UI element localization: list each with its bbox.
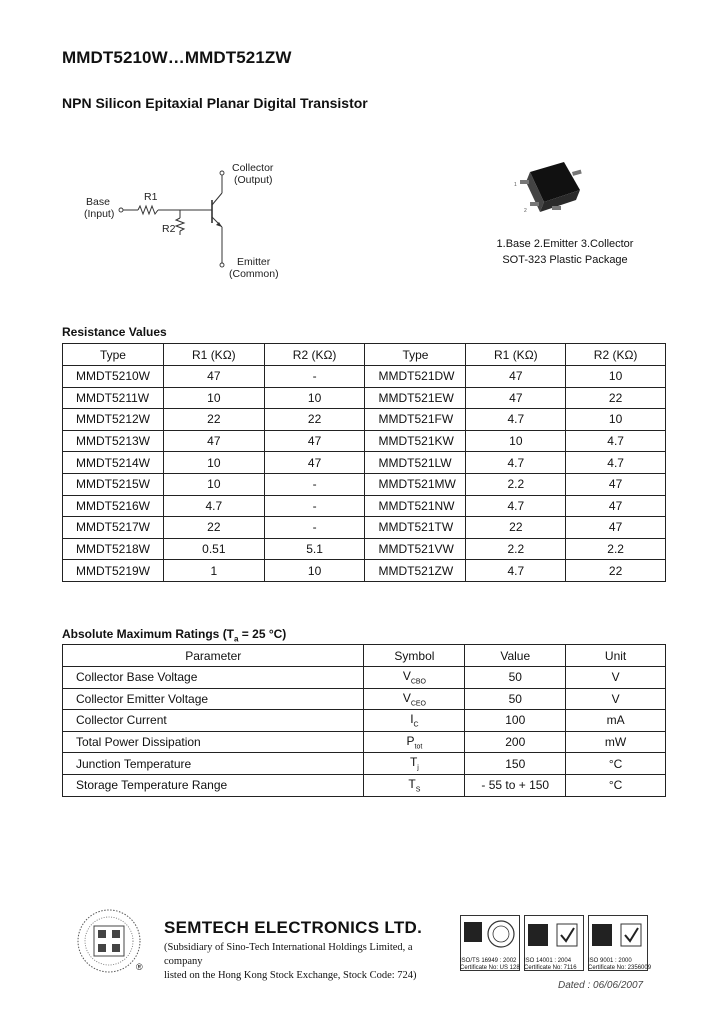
ratings-table xyxy=(62,644,666,797)
table-cell: 10 xyxy=(163,387,264,409)
table-cell: 2.2 xyxy=(466,538,566,560)
column-header: Type xyxy=(63,344,164,366)
symbol-cell: $T_S$ xyxy=(364,774,465,796)
table-cell: - xyxy=(264,495,365,517)
table-cell: 22 xyxy=(163,409,264,431)
circuit-diagram xyxy=(74,155,314,285)
table-cell: 2.2 xyxy=(466,473,566,495)
parameter-cell: Collector Base Voltage xyxy=(63,667,364,689)
symbol-cell: $V_{CEO}$ xyxy=(364,688,465,710)
table-row xyxy=(63,688,666,710)
table-cell: 4.7 xyxy=(466,409,566,431)
table-cell: 47 xyxy=(163,366,264,388)
table-cell: - xyxy=(264,473,365,495)
symbol-cell: $V_{CBO}$ xyxy=(364,667,465,689)
table-row xyxy=(63,517,666,539)
symbol-cell: $P_{tot}$ xyxy=(364,731,465,753)
company-subsidiary-note xyxy=(164,941,444,983)
table-row xyxy=(63,473,666,495)
parameter-cell: Collector Current xyxy=(63,710,364,732)
table-row xyxy=(63,710,666,732)
ratings-header-row xyxy=(63,645,666,667)
package-name: SOT-323 Plastic Package xyxy=(502,254,628,266)
table-cell: 22 xyxy=(163,517,264,539)
document-title: MMDT5210W…MMDT521ZW xyxy=(62,48,292,67)
table-cell: 10 xyxy=(466,430,566,452)
value-cell: 100 xyxy=(465,710,566,732)
table-cell: 47 xyxy=(566,495,666,517)
table-cell: 47 xyxy=(264,452,365,474)
column-header: Type xyxy=(365,344,466,366)
table-cell: MMDT521NW xyxy=(365,495,466,517)
resistance-table xyxy=(62,343,666,582)
table-cell: 4.7 xyxy=(466,495,566,517)
svg-text:2: 2 xyxy=(524,208,527,214)
table-cell: MMDT5216W xyxy=(63,495,164,517)
table-row xyxy=(63,387,666,409)
table-cell: 1 xyxy=(163,560,264,582)
cert-logo-3 xyxy=(589,916,647,956)
table-cell: 2.2 xyxy=(566,538,666,560)
table-cell: MMDT5210W xyxy=(63,366,164,388)
unit-cell: mA xyxy=(566,710,666,732)
table-cell: 0.51 xyxy=(163,538,264,560)
table-cell: 4.7 xyxy=(466,560,566,582)
table-cell: MMDT5215W xyxy=(63,473,164,495)
table-cell: 47 xyxy=(163,430,264,452)
unit-cell: °C xyxy=(566,774,666,796)
table-cell: MMDT5211W xyxy=(63,387,164,409)
table-cell: 47 xyxy=(566,517,666,539)
table-row xyxy=(63,731,666,753)
table-row xyxy=(63,452,666,474)
table-cell: 10 xyxy=(264,387,365,409)
value-cell: 150 xyxy=(465,753,566,775)
table-row xyxy=(63,667,666,689)
table-cell: 10 xyxy=(566,409,666,431)
column-header: Parameter xyxy=(63,645,364,667)
package-caption xyxy=(470,236,660,268)
table-cell: MMDT5212W xyxy=(63,409,164,431)
parameter-cell: Junction Temperature xyxy=(63,753,364,775)
column-header: R2 (KΩ) xyxy=(264,344,365,366)
value-cell: 50 xyxy=(465,667,566,689)
registered-mark: ® xyxy=(136,962,143,972)
unit-cell: V xyxy=(566,667,666,689)
r2-label: R2 xyxy=(162,223,176,235)
table-cell: 47 xyxy=(466,366,566,388)
table-cell: MMDT5213W xyxy=(63,430,164,452)
column-header: Unit xyxy=(566,645,666,667)
table-cell: 10 xyxy=(163,473,264,495)
collector-label: Collector xyxy=(232,162,274,174)
table-cell: 10 xyxy=(163,452,264,474)
table-cell: 22 xyxy=(566,387,666,409)
table-cell: 4.7 xyxy=(466,452,566,474)
table-cell: MMDT5218W xyxy=(63,538,164,560)
value-cell: 200 xyxy=(465,731,566,753)
table-cell: 22 xyxy=(566,560,666,582)
table-cell: 22 xyxy=(264,409,365,431)
table-row xyxy=(63,430,666,452)
table-cell: 5.1 xyxy=(264,538,365,560)
parameter-cell: Total Power Dissipation xyxy=(63,731,364,753)
emitter-sub-label: (Common) xyxy=(229,268,279,280)
unit-cell: mW xyxy=(566,731,666,753)
unit-cell: V xyxy=(566,688,666,710)
table-cell: 10 xyxy=(264,560,365,582)
column-header: R2 (KΩ) xyxy=(566,344,666,366)
table-cell: 4.7 xyxy=(566,430,666,452)
table-cell: MMDT521MW xyxy=(365,473,466,495)
document-date: Dated : 06/06/2007 xyxy=(558,980,644,991)
value-cell: 50 xyxy=(465,688,566,710)
parameter-cell: Collector Emitter Voltage xyxy=(63,688,364,710)
r1-label: R1 xyxy=(144,191,158,203)
table-cell: - xyxy=(264,366,365,388)
column-header: R1 (KΩ) xyxy=(466,344,566,366)
base-sub-label: (Input) xyxy=(84,208,115,220)
column-header: Value xyxy=(465,645,566,667)
collector-sub-label: (Output) xyxy=(234,174,273,186)
cert-logo-2 xyxy=(525,916,583,956)
table-cell: MMDT5214W xyxy=(63,452,164,474)
table-cell: MMDT5217W xyxy=(63,517,164,539)
cert-text-1: ISO/TS 16949 : 2002 Certificate No: US 128 xyxy=(460,958,520,971)
symbol-cell: $I_C$ xyxy=(364,710,465,732)
cert-text-2: ISO 14001 : 2004 Certificate No: 7116 xyxy=(524,958,577,971)
table-row xyxy=(63,753,666,775)
table-cell: MMDT521KW xyxy=(365,430,466,452)
table-row xyxy=(63,560,666,582)
parameter-cell: Storage Temperature Range xyxy=(63,774,364,796)
emitter-label: Emitter xyxy=(237,256,271,268)
table-cell: 47 xyxy=(466,387,566,409)
subsidiary-line-2: listed on the Hong Kong Stock Exchange, Stock Code: 724) xyxy=(164,970,417,981)
table-cell: - xyxy=(264,517,365,539)
table-row xyxy=(63,409,666,431)
value-cell: - 55 to + 150 xyxy=(465,774,566,796)
table-row xyxy=(63,366,666,388)
resistance-heading: Resistance Values xyxy=(62,325,167,339)
table-cell: 22 xyxy=(466,517,566,539)
base-label: Base xyxy=(86,196,110,208)
table-cell: 4.7 xyxy=(163,495,264,517)
symbol-cell: $T_j$ xyxy=(364,753,465,775)
table-row xyxy=(63,495,666,517)
company-name: SEMTECH ELECTRONICS LTD. xyxy=(164,918,423,937)
table-row xyxy=(63,538,666,560)
resistance-header-row xyxy=(63,344,666,366)
company-seal-logo xyxy=(76,908,142,974)
document-subtitle: NPN Silicon Epitaxial Planar Digital Transistor xyxy=(62,95,368,111)
table-cell: MMDT521ZW xyxy=(365,560,466,582)
table-cell: MMDT521LW xyxy=(365,452,466,474)
ratings-heading: Absolute Maximum Ratings ($T_a = 25$ °C) xyxy=(62,627,287,644)
column-header: R1 (KΩ) xyxy=(163,344,264,366)
pin-description: 1.Base 2.Emitter 3.Collector xyxy=(496,238,634,250)
table-cell: 47 xyxy=(566,473,666,495)
subsidiary-line-1: (Subsidiary of Sino-Tech International Holdings Limited, a company xyxy=(164,942,413,967)
table-cell: MMDT521EW xyxy=(365,387,466,409)
table-cell: 47 xyxy=(264,430,365,452)
table-cell: MMDT521VW xyxy=(365,538,466,560)
table-cell: MMDT521FW xyxy=(365,409,466,431)
table-cell: 10 xyxy=(566,366,666,388)
table-cell: MMDT521TW xyxy=(365,517,466,539)
column-header: Symbol xyxy=(364,645,465,667)
table-cell: 4.7 xyxy=(566,452,666,474)
cert-text-3: ISO 9001 : 2000 Certificate No: 2356009 xyxy=(588,958,652,971)
package-image xyxy=(508,152,598,224)
svg-text:1: 1 xyxy=(514,182,517,188)
table-cell: MMDT5219W xyxy=(63,560,164,582)
unit-cell: °C xyxy=(566,753,666,775)
table-cell: MMDT521DW xyxy=(365,366,466,388)
cert-logo-1 xyxy=(461,916,519,956)
table-row xyxy=(63,774,666,796)
